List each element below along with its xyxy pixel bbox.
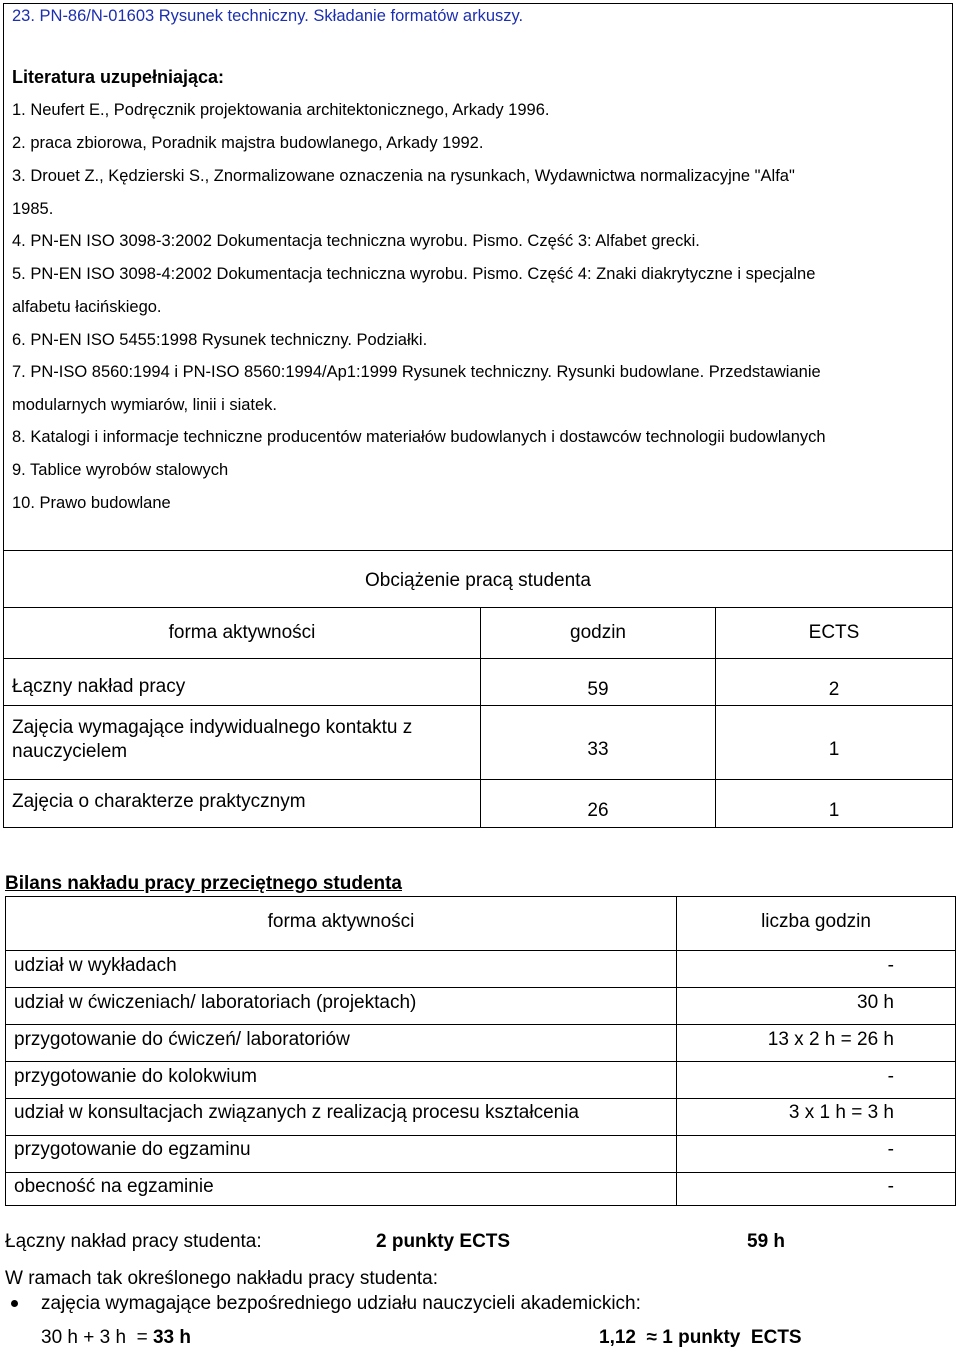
balance-row-2-hours: 30 h (857, 992, 894, 1013)
balance-row-3-activity: przygotowanie do ćwiczeń/ laboratoriów (14, 1029, 350, 1050)
balance-row-6-activity: przygotowanie do egzaminu (14, 1139, 251, 1160)
literature-line-4: 4. PN-EN ISO 3098-3:2002 Dokumentacja techniczna wyrobu. Pismo. Część 3: Alfabet grecki. (12, 232, 700, 250)
workload-row-3-ects: 1 (828, 800, 840, 821)
balance-row-7-cell-2 (676, 1172, 956, 1206)
summary-calc-right: 1,12 ≈ 1 punkty ECTS (599, 1327, 802, 1348)
summary-bullet: zajęcia wymagające bezpośredniego udziału nauczycieli akademickich: (41, 1293, 641, 1314)
summary-ects: 2 punkty ECTS (376, 1231, 511, 1252)
summary-calc-left-text: 30 h + 3 h = (41, 1327, 153, 1348)
workload-row-3-label: Zajęcia o charakterze praktycznym (12, 791, 306, 812)
literature-line-9: 9. Tablice wyrobów stalowych (12, 461, 229, 479)
balance-row-7-activity: obecność na egzaminie (14, 1176, 214, 1197)
balance-row-5-hours: 3 x 1 h = 3 h (788, 1102, 894, 1123)
literature-line-3b: 1985. (12, 200, 54, 218)
literature-line-1: 1. Neufert E., Podręcznik projektowania architektonicznego, Arkady 1996. (12, 101, 550, 119)
balance-row-3-hours: 13 x 2 h = 26 h (767, 1029, 894, 1050)
workload-row-3-hours: 26 (587, 800, 609, 821)
balance-row-4-cell-2 (676, 1061, 956, 1099)
workload-header-ects: ECTS (808, 622, 860, 643)
balance-row-2-activity: udział w ćwiczeniach/ laboratoriach (projektach) (14, 992, 417, 1013)
balance-row-1-cell-2 (676, 950, 956, 988)
workload-header-hours: godzin (570, 622, 626, 643)
literature-line-5: 5. PN-EN ISO 3098-4:2002 Dokumentacja techniczna wyrobu. Pismo. Część 4: Znaki diakrytyczne i specjalne (12, 265, 816, 283)
literature-line-7b: modularnych wymiarów, linii i siatek. (12, 396, 278, 414)
workload-row-1-label: Łączny nakład pracy (12, 676, 186, 697)
top-item: 23. PN-86/N-01603 Rysunek techniczny. Składanie formatów arkuszy. (12, 7, 524, 25)
balance-row-4-hours: - (887, 1066, 894, 1087)
balance-row-1-hours: - (887, 955, 894, 976)
workload-row-2-hours: 33 (587, 739, 609, 760)
balance-header-activity: forma aktywności (267, 911, 415, 932)
workload-title: Obciążenie pracą studenta (364, 570, 592, 591)
literature-line-3: 3. Drouet Z., Kędzierski S., Znormalizowane oznaczenia na rysunkach, Wydawnictwa normalizacyjne "Alfa" (12, 167, 795, 185)
summary-calc-left (41, 1327, 191, 1349)
workload-row-1-ects: 2 (828, 679, 840, 700)
literature-line-2: 2. praca zbiorowa, Poradnik majstra budowlanego, Arkady 1992. (12, 134, 484, 152)
literature-line-8: 8. Katalogi i informacje techniczne producentów materiałów budowlanych i dostawców technologii budowlanych (12, 428, 826, 446)
balance-row-2-cell-2 (676, 987, 956, 1025)
workload-header-activity: forma aktywności (168, 622, 316, 643)
balance-row-1-activity: udział w wykładach (14, 955, 177, 976)
balance-header-hours: liczba godzin (761, 911, 871, 932)
workload-row-2-ects: 1 (828, 739, 840, 760)
workload-row-1-hours: 59 (587, 679, 609, 700)
literature-line-6: 6. PN-EN ISO 5455:1998 Rysunek techniczny. Podziałki. (12, 331, 428, 349)
literature-line-7: 7. PN-ISO 8560:1994 i PN-ISO 8560:1994/Ap1:1999 Rysunek techniczny. Rysunki budowlane. Przedstawianie (12, 363, 821, 381)
bullet-icon (11, 1300, 18, 1307)
literature-heading: Literatura uzupełniająca: (12, 67, 225, 87)
balance-row-6-cell-2 (676, 1135, 956, 1173)
balance-row-5-activity: udział w konsultacjach związanych z realizacją procesu kształcenia (14, 1102, 579, 1123)
balance-title: Bilans nakładu pracy przeciętnego studenta (5, 873, 402, 894)
balance-row-7-hours: - (887, 1176, 894, 1197)
balance-row-4-activity: przygotowanie do kolokwium (14, 1066, 257, 1087)
summary-within: W ramach tak określonego nakładu pracy studenta: (5, 1268, 439, 1289)
literature-line-10: 10. Prawo budowlane (12, 494, 171, 512)
balance-row-6-hours: - (887, 1139, 894, 1160)
summary-hours: 59 h (747, 1231, 786, 1252)
summary-label: Łączny nakład pracy studenta: (5, 1231, 262, 1252)
literature-line-5b: alfabetu łacińskiego. (12, 298, 162, 316)
workload-row-2-label: Zajęcia wymagające indywidualnego kontaktu z nauczycielem (12, 717, 413, 762)
summary-calc-left-value: 33 h (152, 1327, 192, 1348)
